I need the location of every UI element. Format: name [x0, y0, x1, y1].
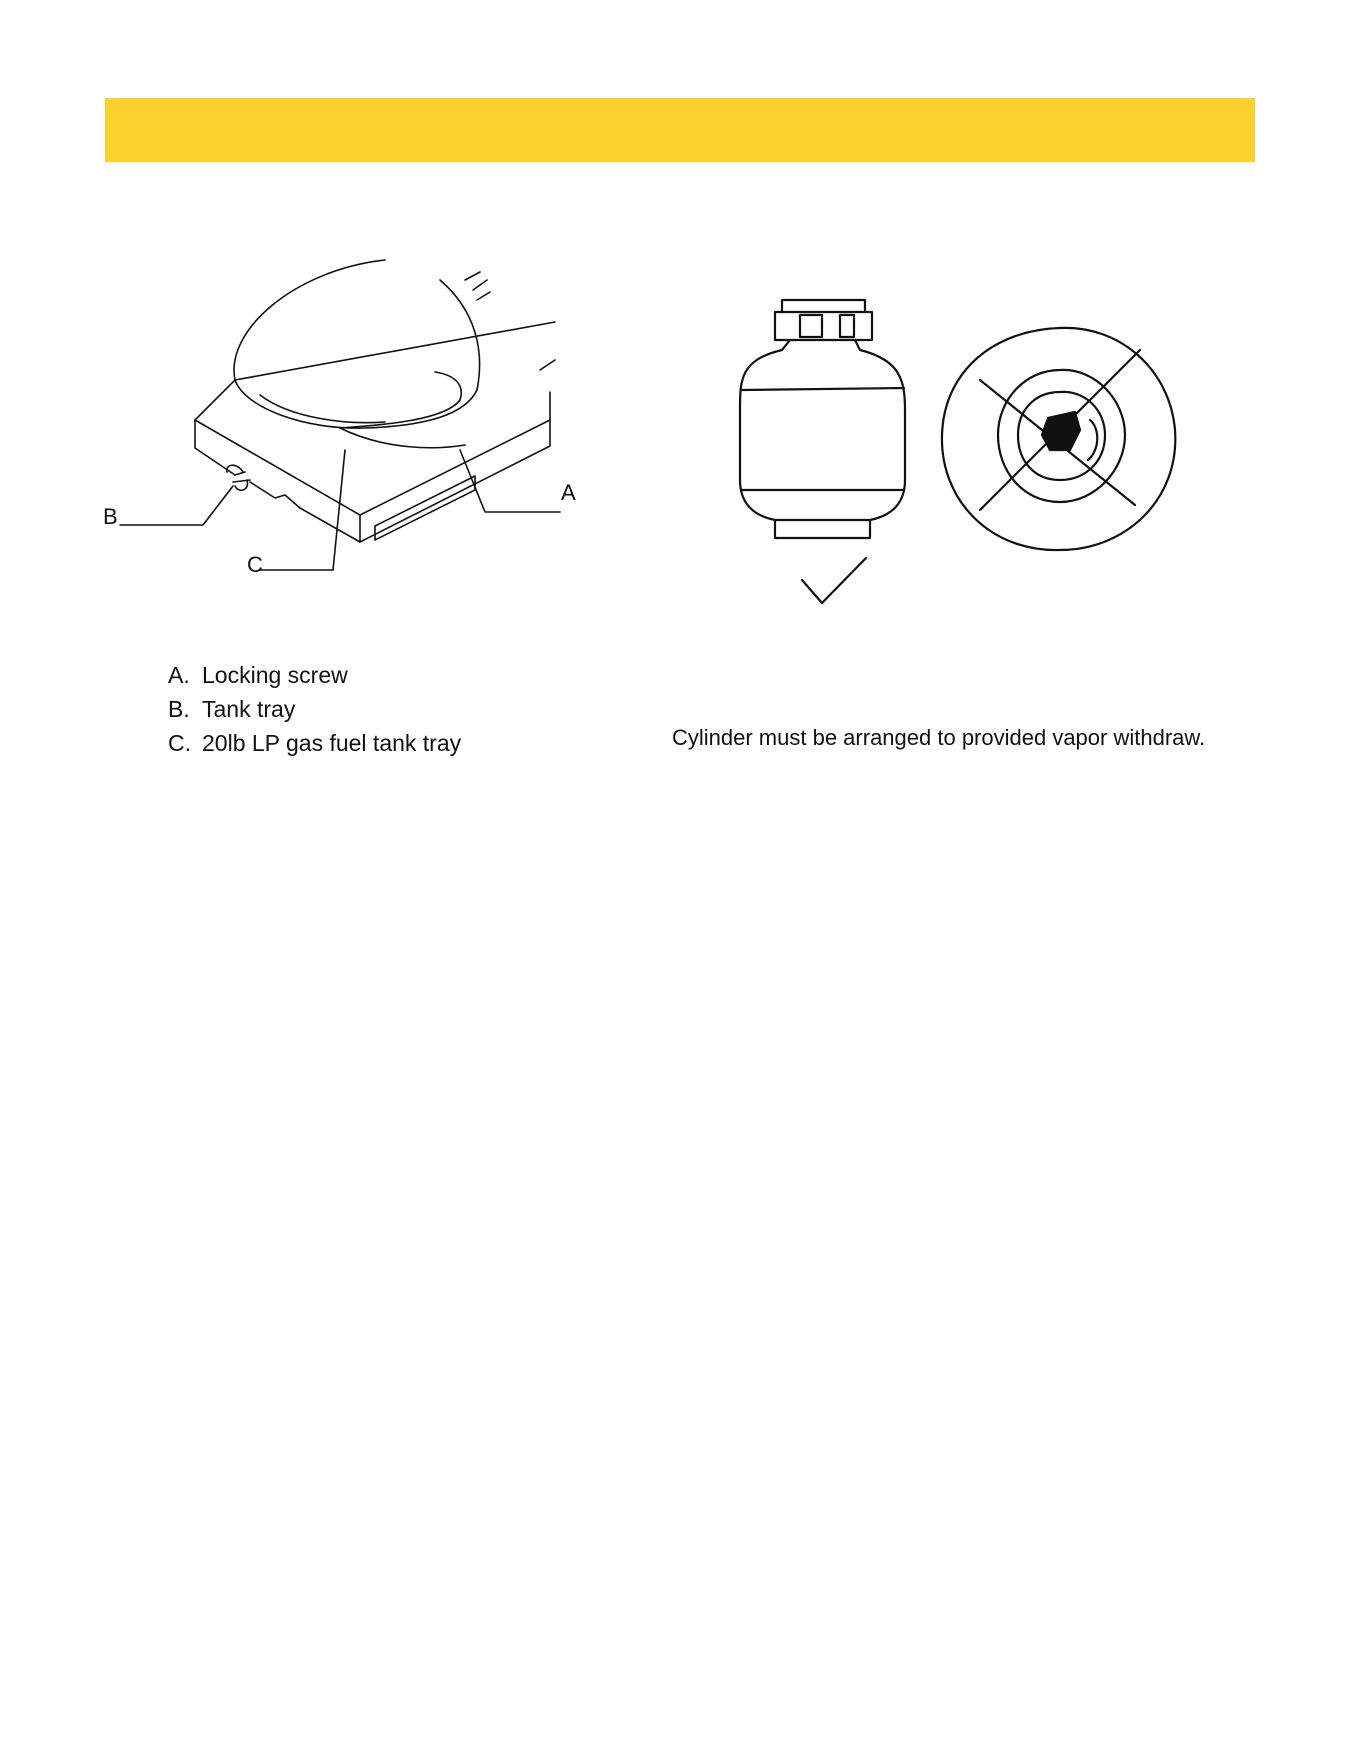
- upright-cylinder-icon: [740, 300, 905, 538]
- legend-letter: A.: [168, 662, 190, 688]
- checkmark-icon: [802, 558, 866, 603]
- cylinder-caption: Cylinder must be arranged to provided vapor withdraw.: [672, 725, 1206, 750]
- legend-item-a: [168, 658, 461, 692]
- cylinder-orientation-illustration: [730, 270, 1230, 620]
- cylinder-drawing: [730, 270, 1230, 620]
- legend-text: Locking screw: [202, 662, 348, 688]
- legend-letter: C.: [168, 730, 191, 756]
- tank-tray-drawing: [85, 250, 625, 620]
- tank-tray-illustration: [85, 250, 625, 620]
- legend-item-b: [168, 692, 461, 726]
- parts-legend: [168, 658, 461, 760]
- legend-letter: B.: [168, 696, 190, 722]
- callout-a: A: [561, 480, 576, 505]
- header-bar: [105, 98, 1255, 162]
- prohibited-circle-icon: [942, 328, 1175, 550]
- legend-text: Tank tray: [202, 696, 296, 722]
- legend-item-c: [168, 726, 461, 760]
- legend-text: 20lb LP gas fuel tank tray: [202, 730, 462, 756]
- callout-c: C: [247, 552, 263, 577]
- callout-b: B: [103, 504, 118, 529]
